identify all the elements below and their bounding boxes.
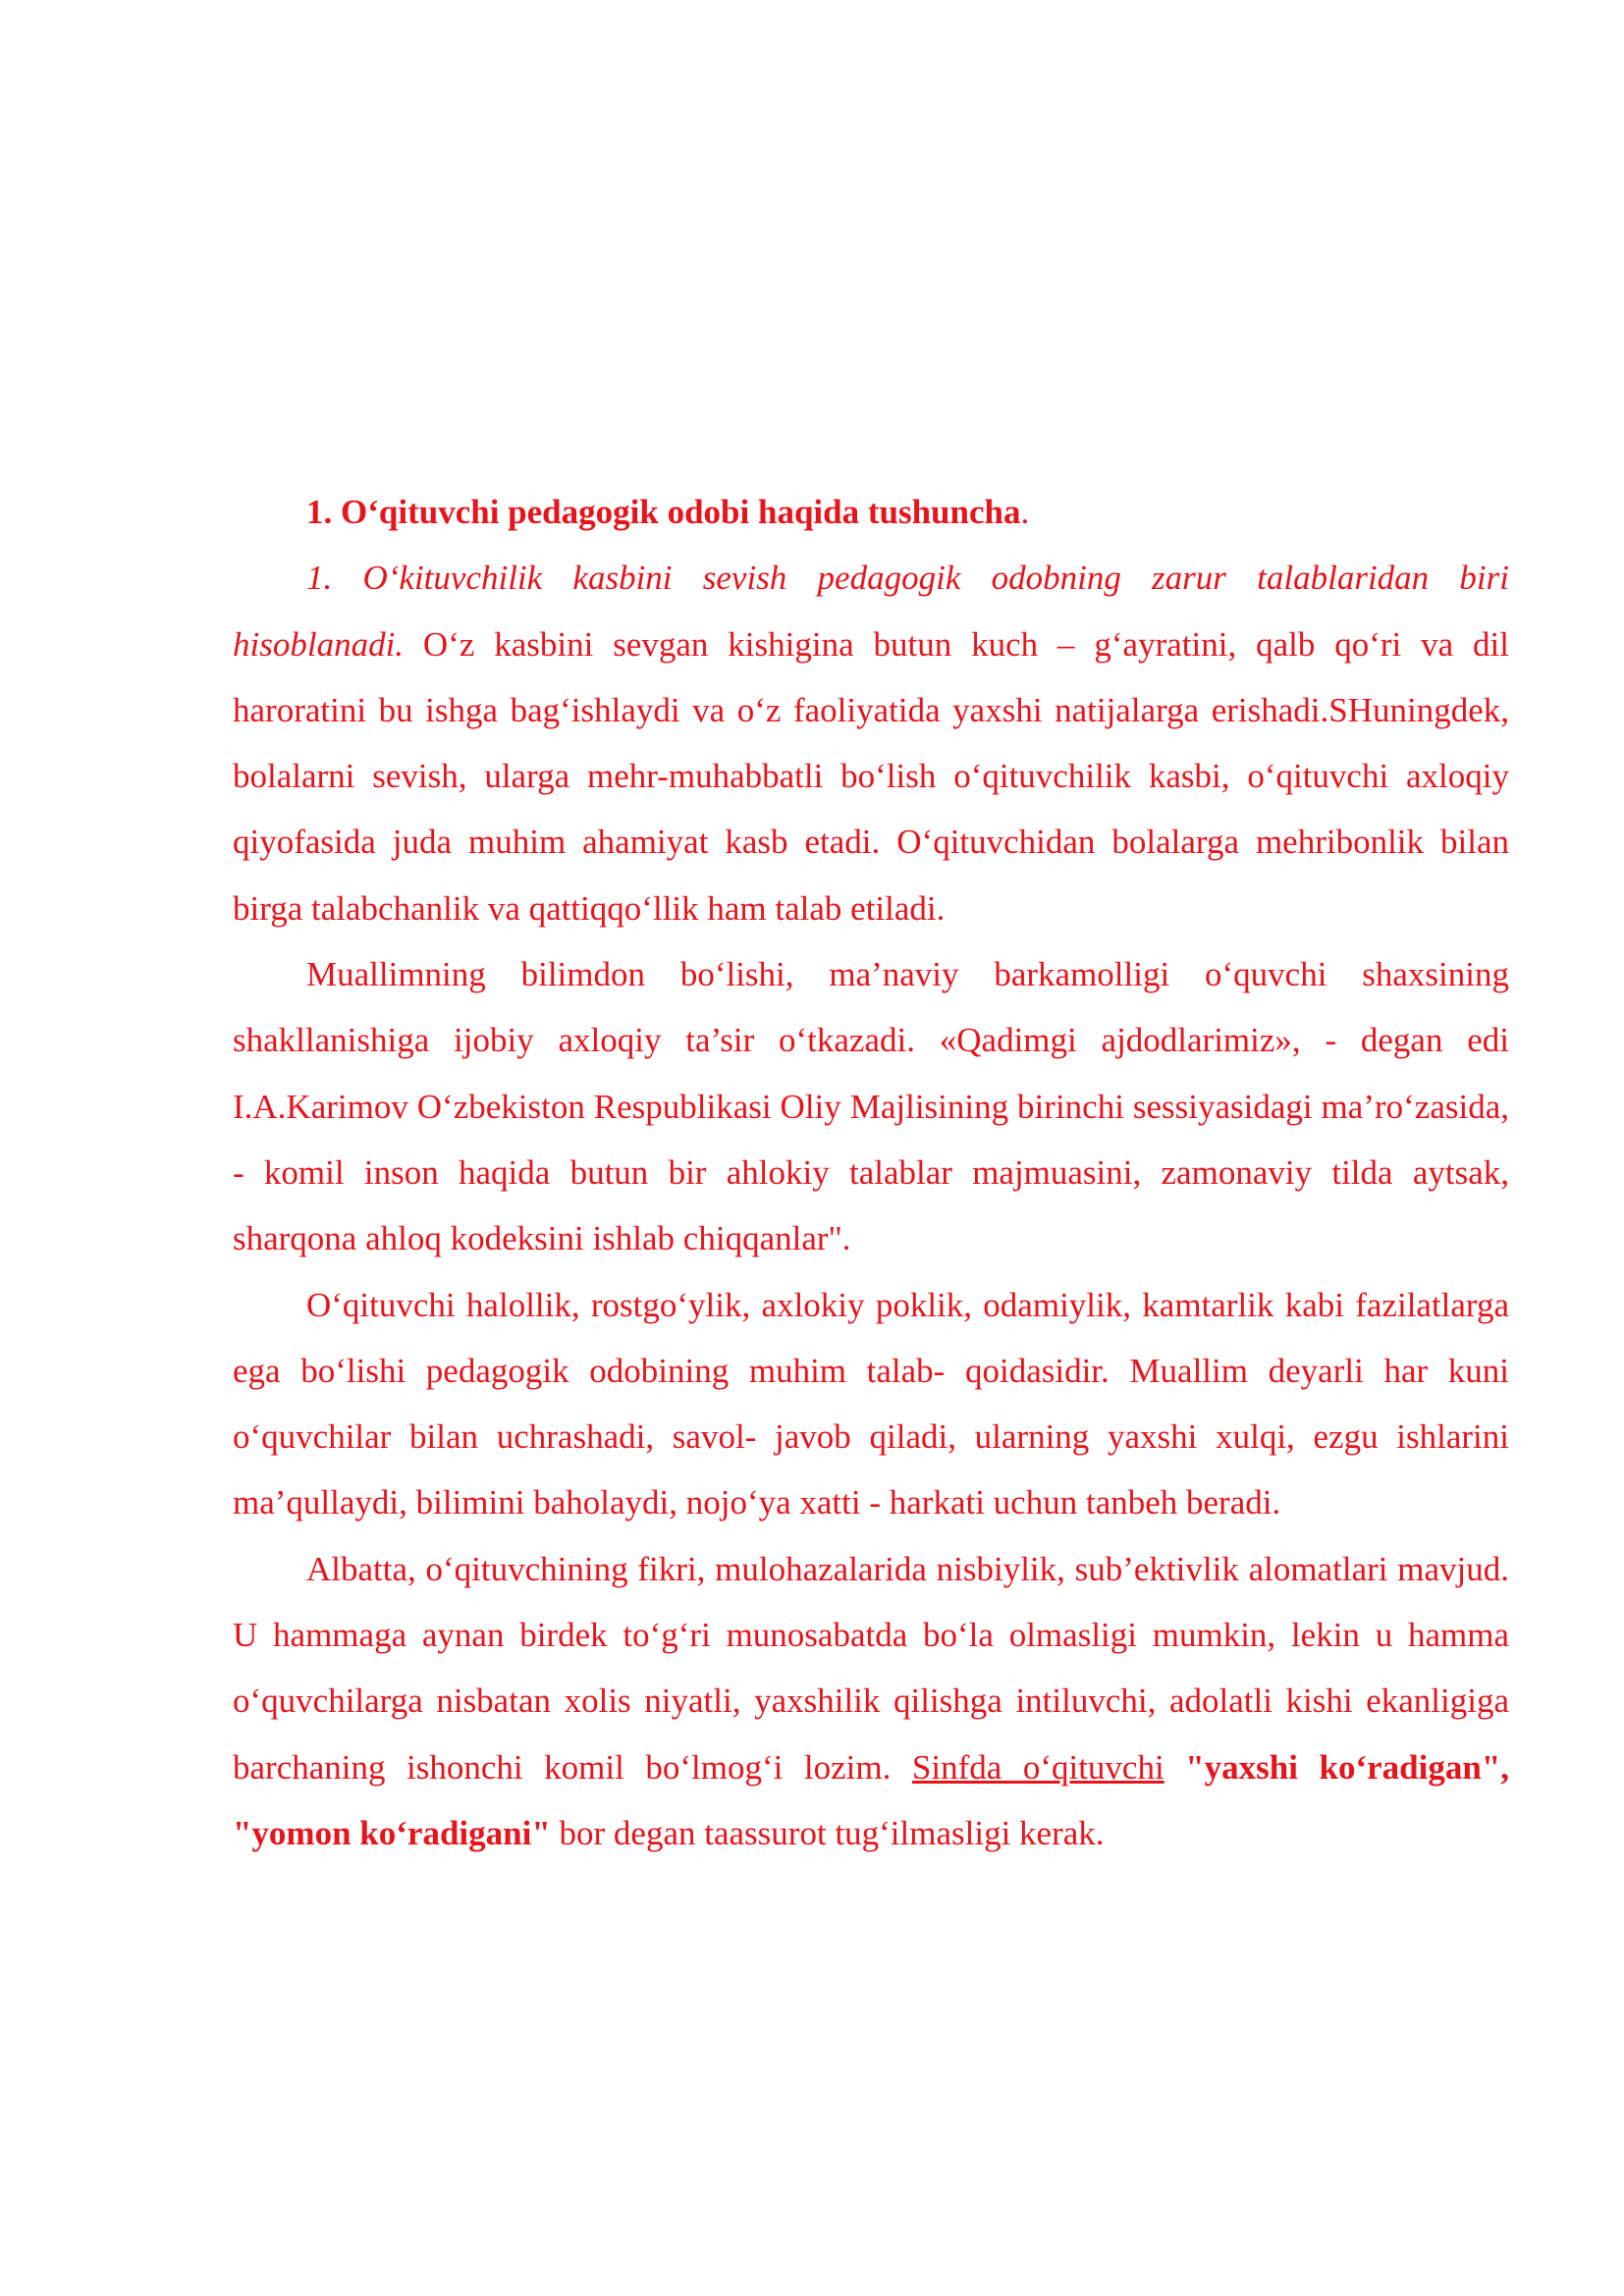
paragraph-4-underlined: Sinfda o‘qituvchi [911, 1747, 1164, 1787]
paragraph-1-italic-lead: 1. O‘kituvchilik kasbini sevish pedagogik odobning zarur talablaridan biri hisoblanadi. [233, 559, 1509, 664]
paragraph-2-text: Muallimning bilimdon bo‘lishi, ma’naviy barkamolligi o‘quvchi shaxsining shakllanishiga ijobiy axloqiy ta’sir o‘tkazadi. «Qadimgi ajdodlarimiz», - degan edi I.A.Karimov O‘zbekiston Respublikasi Oliy Majlisining birinchi sessiyasidagi ma’ro‘zasida, - komil inson haqida butun bir ahlokiy talablar majmuasini, zamonaviy tilda aytsak, sharqona ahloq kodeksini ishlab chiqqanlar". [233, 955, 1509, 1258]
paragraph-3-text: O‘qituvchi halollik, rostgo‘ylik, axlokiy poklik, odamiylik, kamtarlik kabi fazilatlarga ega bo‘lishi pedagogik odobining muhim talab- qoidasidir. Muallim deyarli har kuni o‘quvchilar bilan uchrashadi, savol- javob qiladi, ularning yaxshi xulqi, ezgu ishlarini ma’qullaydi, bilimini baholaydi, nojo‘ya xatti - harkati uchun tanbeh beradi. [233, 1285, 1509, 1522]
paragraph-4-bold-quote-1: "yaxshi ko‘radigan" [1185, 1747, 1501, 1787]
paragraph-4-tail: bor degan taassurot tug‘ilmasligi kerak. [550, 1813, 1105, 1852]
paragraph-2 [233, 941, 1509, 1271]
paragraph-4-text: Albatta, o‘qituvchining fikri, mulohazalarida nisbiylik, sub’ektivlik alomatlari mavjud. U hammaga aynan birdek to‘g‘ri munosabatda bo‘la olmasligi mumkin, lekin u hamma o‘quvchilarga nisbatan xolis niyatli, yaxshilik qilishga intiluvchi, adolatli kishi ekanligiga barchaning ishonchi komil bo‘lmog‘i lozim. [233, 1549, 1509, 1787]
paragraph-3 [233, 1272, 1509, 1536]
paragraph-4 [233, 1536, 1509, 1866]
heading-title: 1. O‘qituvchi pedagogik odobi haqida tushuncha [306, 493, 1021, 531]
document-body [233, 479, 1509, 1866]
heading-period: . [1020, 493, 1030, 531]
paragraph-1-text: O‘z kasbini sevgan kishigina butun kuch – g‘ayratini, qalb qo‘ri va dil haroratini bu ishga bag‘ishlaydi va o‘z faoliyatida yaxshi natijalarga erishadi.SHuningdek, bolalarni sevish, ularga mehr-muhabbatli bo‘lish o‘qituvchilik kasbi, o‘qituvchi axloqiy qiyofasida juda muhim ahamiyat kasb etadi. O‘qituvchidan bolalarga mehribonlik bilan birga talabchanlik va qattiqqo‘llik ham talab etiladi. [233, 624, 1509, 928]
paragraph-4-bold-quote-2: "yomon ko‘radigani" [233, 1813, 551, 1852]
paragraph-4-space [1164, 1748, 1186, 1787]
paragraph-1 [233, 545, 1509, 941]
paragraph-4-separator: , [1500, 1747, 1510, 1787]
section-heading [233, 479, 1509, 545]
